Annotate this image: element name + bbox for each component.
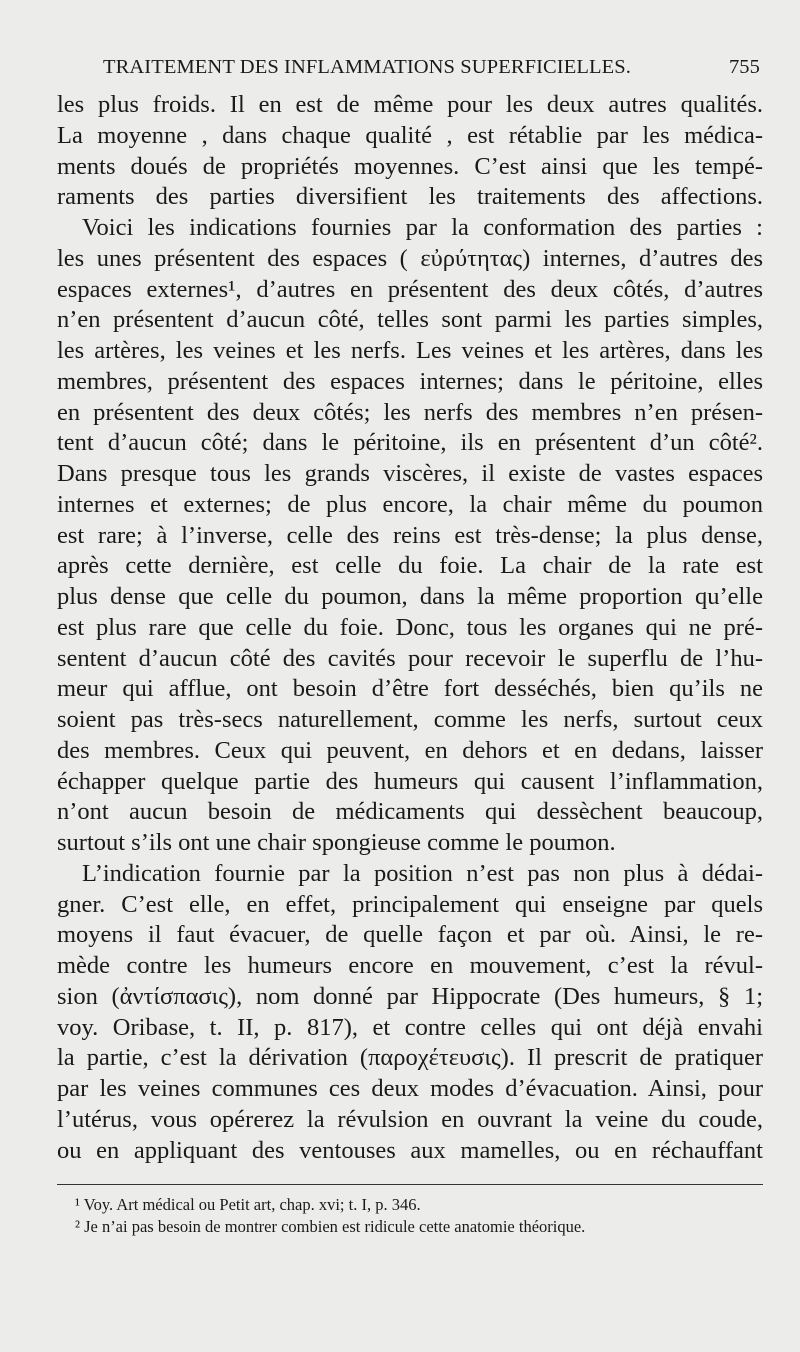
text-line: en présentent des deux côtés; les nerfs des membres n’en présen- — [57, 398, 763, 426]
text-line: plus dense que celle du poumon, dans la même proportion qu’elle — [57, 583, 763, 610]
text-line: échapper quelque partie des humeurs qui causent l’inflammation, — [57, 767, 763, 795]
text-line: mède contre les humeurs encore en mouvement, c’est la révul- — [57, 952, 763, 979]
text-line: soient pas très-secs naturellement, comme les nerfs, surtout ceux — [57, 706, 763, 733]
footnote-2: ² Je n’ai pas besoin de montrer combien est ridicule cette anatomie théorique. — [75, 1217, 586, 1236]
footnote-rule — [57, 1184, 763, 1185]
text-line: les unes présentent des espaces ( εὐρύτητας) internes, d’autres des — [57, 244, 763, 272]
text-line: L’indication fournie par la position n’est pas non plus à dédai- — [82, 859, 763, 887]
text-line: gner. C’est elle, en effet, principalement qui enseigne par quels — [57, 890, 763, 918]
text-line: ments doués de propriétés moyennes. C’est ainsi que les tempé- — [57, 152, 763, 180]
body-text — [57, 90, 763, 1166]
text-line: est rare; à l’inverse, celle des reins est très-dense; la plus dense, — [57, 521, 763, 549]
text-line: Dans presque tous les grands viscères, il existe de vastes espaces — [57, 460, 763, 487]
text-line: raments des parties diversifient les traitements des affections. — [57, 183, 763, 211]
text-line: n’ont aucun besoin de médicaments qui dessèchent beaucoup, — [57, 798, 763, 826]
text-line: les artères, les veines et les nerfs. Les veines et les artères, dans les — [57, 337, 763, 364]
text-line: la partie, c’est la dérivation (παροχέτευσις). Il prescrit de pratiquer — [57, 1044, 763, 1072]
text-line: moyens il faut évacuer, de quelle façon et par où. Ainsi, le re- — [57, 921, 763, 949]
text-line: des membres. Ceux qui peuvent, en dehors et en dedans, laisser — [57, 736, 763, 764]
running-head-title: TRAITEMENT DES INFLAMMATIONS SUPERFICIELLES. — [103, 56, 631, 78]
text-line: meur qui afflue, ont besoin d’être fort desséchés, bien qu’ils ne — [57, 675, 763, 703]
footnotes — [57, 1194, 763, 1238]
text-line: sion (ἀντίσπασις), nom donné par Hippocrate (Des humeurs, § 1; — [57, 982, 763, 1010]
text-line: membres, présentent des espaces internes; dans le péritoine, elles — [57, 367, 763, 395]
text-line: surtout s’ils ont une chair spongieuse comme le poumon. — [57, 829, 616, 856]
text-line: ou en appliquant des ventouses aux mamelles, ou en réchauffant — [57, 1136, 763, 1164]
footnote-1: ¹ Voy. Art médical ou Petit art, chap. xvi; t. I, p. 346. — [75, 1195, 421, 1214]
text-line: tent d’aucun côté; dans le péritoine, ils en présentent d’un côté². — [57, 429, 763, 457]
text-line: par les veines communes ces deux modes d’évacuation. Ainsi, pour — [57, 1075, 763, 1102]
text-line: espaces externes¹, d’autres en présentent des deux côtés, d’autres — [57, 275, 763, 303]
text-line: sentent d’aucun côté des cavités pour recevoir le superflu de l’hu- — [57, 644, 763, 672]
text-line: l’utérus, vous opérerez la révulsion en ouvrant la veine du coude, — [57, 1105, 763, 1133]
text-line: La moyenne , dans chaque qualité , est rétablie par les médica- — [57, 121, 763, 149]
text-line: internes et externes; de plus encore, la chair même du poumon — [57, 490, 763, 518]
text-line: est plus rare que celle du foie. Donc, tous les organes qui ne pré- — [57, 613, 763, 641]
page-number: 755 — [728, 56, 760, 78]
text-line: voy. Oribase, t. II, p. 817), et contre celles qui ont déjà envahi — [57, 1013, 763, 1041]
text-line: n’en présentent d’aucun côté, telles sont parmi les parties simples, — [57, 306, 763, 334]
text-line: les plus froids. Il en est de même pour les deux autres qualités. — [57, 91, 763, 118]
text-line: après cette dernière, est celle du foie. La chair de la rate est — [57, 552, 763, 580]
text-line: Voici les indications fournies par la conformation des parties : — [82, 214, 763, 241]
